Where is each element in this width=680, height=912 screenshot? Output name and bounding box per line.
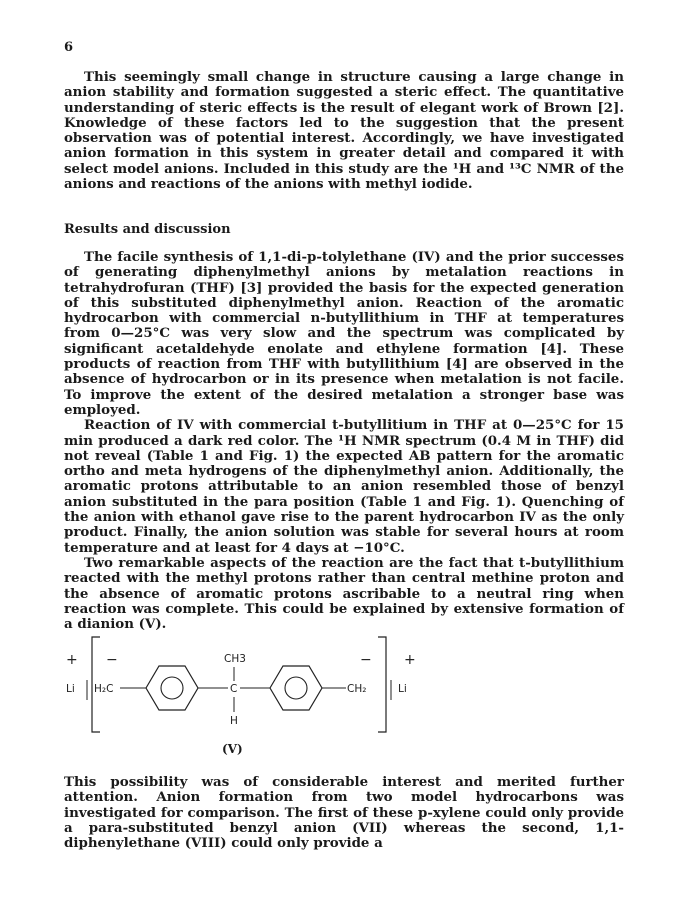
structure-label: (V): [222, 742, 243, 756]
after-text: [64, 775, 624, 851]
plus-sign-left: +: [66, 652, 78, 668]
plus-sign-right: +: [404, 652, 416, 668]
benzene-ring-right: [270, 666, 322, 710]
lithium-right: Li: [398, 683, 407, 695]
paragraph: Two remarkable aspects of the reaction are the fact that t-butyllithium reacted with the methyl protons rather than central methine proton and the absence of aromatic protons ascribable to a neutral ring when reaction was complete. This could be explained by extensive formation of a dianion (V).: [64, 554, 624, 633]
paragraph: This possibility was of considerable interest and merited further attention. Anion formation from two model hydrocarbons was investigated for comparison. The first of these p-xylene could only provide a para-substituted benzyl anion (VII) whereas the second, 1,1-diphenylethane (VIII) could only provide a: [64, 774, 624, 852]
ch2-left: H₂C: [94, 683, 114, 695]
ch3-group: CH3: [224, 653, 246, 665]
paragraph: The facile synthesis of 1,1-di-p-tolylethane (IV) and the prior successes of generating diphenylmethyl anions by metalation reactions in tetrahydrofuran (THF) [3] provided the basis for the expected generation of this substituted diphenylmethyl anion. Reaction of the aromatic hydrocarbon with commercial n-butyllithium in THF at temperatures from 0—25°C was very slow and the spectrum was complicated by significant acetaldehyde enolate and ethylene formation [4]. These products of reaction from THF with butyllithium [4] are observed in the absence of hydrocarbon or in its presence when metalation is not facile. To improve the extent of the desired metalation a stronger base was employed.: [64, 249, 624, 418]
ch2-right: CH₂: [347, 683, 367, 695]
minus-sign-right: −: [360, 652, 372, 668]
methine-hydrogen: H: [230, 715, 238, 727]
central-carbon: C: [230, 683, 238, 695]
minus-sign-left: −: [106, 652, 118, 668]
page-number: 6: [64, 40, 74, 55]
paragraph: This seemingly small change in structure causing a large change in anion stability and formation suggested a steric effect. The quantitative understanding of steric effects is the result of elegant work of Brown [2]. Knowledge of these factors led to the suggestion that the present observation was of potential interest. Accordingly, we have investigated anion formation in this system in greater detail and compared it with select model anions. Included in this study are the ¹H and ¹³C NMR of the anions and reactions of the anions with methyl iodide.: [64, 69, 624, 193]
section-heading: Results and discussion: [64, 222, 231, 237]
lithium-left: Li: [66, 683, 75, 695]
benzene-ring-left: [146, 666, 198, 710]
paragraph: Reaction of IV with commercial t-butyllitium in THF at 0—25°C for 15 min produced a dark red color. The ¹H NMR spectrum (0.4 M in THF) did not reveal (Table 1 and Fig. 1) the expected AB pattern for the aromatic ortho and meta hydrogens of the diphenylmethyl anion. Additionally, the aromatic protons attributable to an anion resembled those of benzyl anion substituted in the para position (Table 1 and Fig. 1). Quenching of the anion with ethanol gave rise to the parent hydrocarbon IV as the only product. Finally, the anion solution was stable for several hours at room temperature and at least for 4 days at −10°C.: [64, 417, 624, 556]
